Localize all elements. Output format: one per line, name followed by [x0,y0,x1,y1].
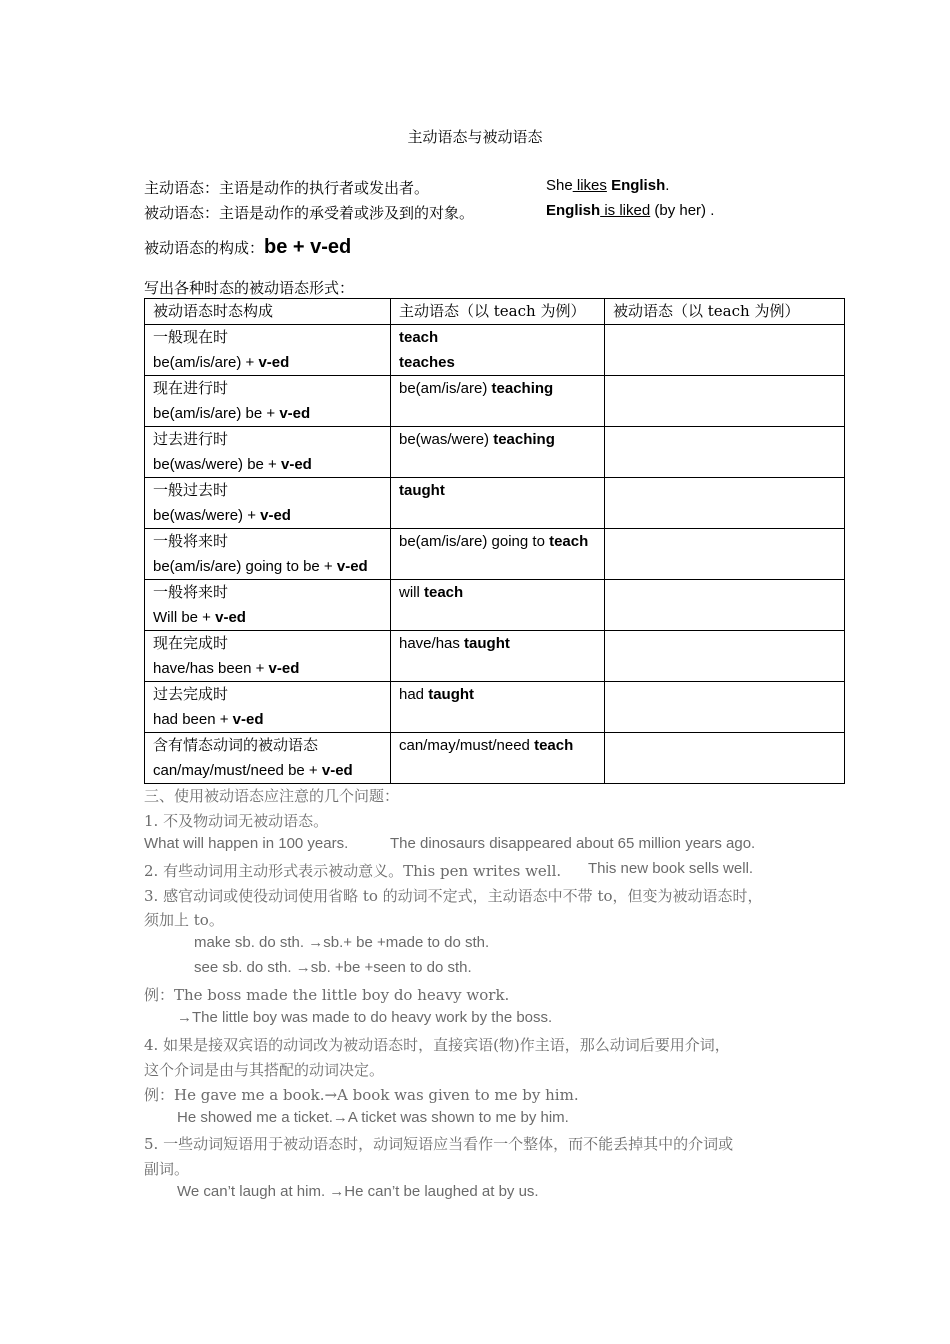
active-verb: taught [428,686,475,703]
note-1-example-a: What will happen in 100 years. [144,835,349,852]
note-4-example-2: He showed me a ticket.→A ticket was shown to me by him. [177,1109,569,1126]
note-4-line-2: 这个介词是由与其搭配的动词决定。 [144,1061,385,1079]
table-row [145,631,845,682]
passive-example-subject: English [546,202,601,219]
active-form-line2 [399,401,596,426]
active-form-line2 [399,758,596,783]
active-prefix: be(am/is/are) going to [399,533,550,550]
formula-ved: v-ed [260,507,291,524]
active-cell [391,733,605,784]
active-verb: teach [534,737,574,754]
active-example-end: . [665,177,670,194]
passive-answer-cell[interactable] [605,733,845,784]
active-form [399,682,596,707]
active-prefix: can/may/must/need [399,737,535,754]
passive-answer-cell[interactable] [605,376,845,427]
active-form [399,631,596,656]
formula-prefix: be(am/is/are) + [153,354,259,371]
active-cell [391,682,605,733]
formula-ved: v-ed [215,609,246,626]
passive-answer-cell[interactable] [605,682,845,733]
active-cell [391,580,605,631]
tense-formula [153,758,382,783]
active-form-line2 [399,605,596,630]
active-example-subject: She [546,177,573,194]
passive-example-verb: is liked [600,202,651,219]
tense-formula [153,350,382,375]
active-cell [391,427,605,478]
passive-definition: 被动语态：主语是动作的承受着或涉及到的对象。 [144,204,475,222]
notes-heading: 三、使用被动语态应注意的几个问题： [144,787,400,805]
active-verb: teach [549,533,589,550]
tense-cell [145,733,391,784]
tense-name: 现在完成时 [153,634,229,652]
tense-name: 一般过去时 [153,481,229,499]
note-1: 1. 不及物动词无被动语态。 [144,812,329,830]
tense-name: 现在进行时 [153,379,229,397]
construction-label: 被动语态的构成： [144,239,265,257]
table-row [145,529,845,580]
formula-prefix: can/may/must/need be + [153,762,322,779]
tense-formula [153,707,382,732]
active-verb: teach [424,584,464,601]
active-definition: 主动语态：主语是动作的执行者或发出者。 [144,179,430,197]
tense-cell [145,325,391,376]
formula-ved: v-ed [258,354,290,371]
active-verb: teach [399,329,439,346]
note-3-rule-1: make sb. do sth. →sb.+ be +made to do sth. [194,934,490,951]
active-cell [391,478,605,529]
active-prefix: be(was/were) [399,431,494,448]
active-verb: taught [464,635,510,652]
header-tense: 被动语态时态构成 [145,299,391,325]
formula-ved: v-ed [280,456,312,473]
table-row [145,580,845,631]
active-prefix: had [399,686,429,703]
construction-formula: be + v-ed [264,236,352,258]
active-form [399,733,596,758]
tense-name: 过去进行时 [153,430,229,448]
note-1-example-b: The dinosaurs disappeared about 65 million years ago. [390,835,756,852]
table-header-row [145,299,845,325]
tense-name: 含有情态动词的被动语态 [153,736,319,754]
note-3-example-1: 例：The boss made the little boy do heavy work. [144,986,510,1004]
tense-formula [153,503,382,528]
formula-prefix: had been + [153,711,233,728]
note-5-line-1: 5. 一些动词短语用于被动语态时，动词短语应当看作一个整体，而不能丢掉其中的介词或 [144,1135,734,1153]
passive-answer-cell[interactable] [605,631,845,682]
active-cell [391,631,605,682]
note-5-example: We can’t laugh at him. →He can’t be laughed at by us. [177,1183,539,1200]
active-verb: teaching [493,431,555,448]
tense-formula [153,656,382,681]
active-example-verb: likes [572,177,607,194]
table-row [145,427,845,478]
active-cell [391,325,605,376]
formula-prefix: have/has been + [153,660,269,677]
header-passive: 被动语态（以 teach 为例） [605,299,845,325]
tense-cell [145,682,391,733]
formula-ved: v-ed [268,660,300,677]
tense-formula [153,401,382,426]
tense-table [144,298,845,784]
table-row [145,733,845,784]
active-verb: teaching [491,380,554,397]
tense-cell [145,376,391,427]
active-verb: taught [399,482,445,499]
active-cell [391,376,605,427]
active-form [399,376,596,401]
note-3-example-2: →The little boy was made to do heavy work by the boss. [177,1009,553,1026]
note-4-line-1: 4. 如果是接双宾语的动词改为被动语态时，直接宾语(物)作主语，那么动词后要用介词， [144,1036,730,1054]
tense-name: 一般将来时 [153,583,229,601]
passive-answer-cell[interactable] [605,580,845,631]
active-prefix: have/has [399,635,465,652]
construction-line [144,236,351,259]
active-form-line2 [399,656,596,681]
tense-formula [153,605,382,630]
note-2-example-b: This new book sells well. [588,860,754,877]
active-example [546,177,669,194]
active-form-line2 [399,707,596,732]
formula-prefix: Will be + [153,609,216,626]
table-row [145,682,845,733]
active-form [399,427,596,452]
note-4-example-1: 例：He gave me a book.→A book was given to me by him. [144,1086,579,1104]
table-row [145,478,845,529]
active-cell [391,529,605,580]
active-form-line2 [399,554,596,579]
tense-formula [153,452,382,477]
passive-example-rest: (by her) . [650,202,715,219]
note-3-line-1: 3. 感官动词或使役动词使用省略 to 的动词不定式，主动语态中不带 to，但变为被动语态时， [144,887,763,905]
active-form [399,580,596,605]
tense-cell [145,529,391,580]
tense-cell [145,580,391,631]
active-form [399,478,596,503]
table-row [145,376,845,427]
header-active: 主动语态（以 teach 为例） [391,299,605,325]
active-form-line2: teaches [399,354,455,371]
formula-prefix: be(was/were) + [153,507,261,524]
tense-formula [153,554,382,579]
passive-answer-cell[interactable] [605,529,845,580]
passive-answer-cell[interactable] [605,478,845,529]
tense-name: 一般将来时 [153,532,229,550]
active-form [399,529,596,554]
tense-name: 一般现在时 [153,328,229,346]
tense-name: 过去完成时 [153,685,229,703]
passive-answer-cell[interactable] [605,427,845,478]
formula-prefix: be(am/is/are) going to be + [153,558,337,575]
formula-prefix: be(was/were) be + [153,456,281,473]
active-form [399,325,596,350]
active-form-line2 [399,503,596,528]
passive-example [546,202,714,219]
note-3-rule-2: see sb. do sth. →sb. +be +seen to do sth. [194,959,472,976]
note-5-line-2: 副词。 [144,1160,190,1178]
note-3-line-2: 须加上 to。 [144,911,224,929]
passive-answer-cell[interactable] [605,325,845,376]
formula-ved: v-ed [279,405,311,422]
page-title: 主动语态与被动语态 [407,128,543,146]
tense-cell [145,631,391,682]
formula-ved: v-ed [321,762,353,779]
formula-prefix: be(am/is/are) be + [153,405,280,422]
table-caption: 写出各种时态的被动语态形式： [144,279,355,297]
table-row [145,325,845,376]
active-example-object: English [611,177,666,194]
active-form-line2 [399,452,596,477]
note-2: 2. 有些动词用主动形式表示被动意义。This pen writes well. [144,862,562,880]
tense-cell [145,478,391,529]
formula-ved: v-ed [336,558,368,575]
tense-cell [145,427,391,478]
formula-ved: v-ed [232,711,264,728]
active-prefix: be(am/is/are) [399,380,492,397]
active-prefix: will [399,584,424,601]
